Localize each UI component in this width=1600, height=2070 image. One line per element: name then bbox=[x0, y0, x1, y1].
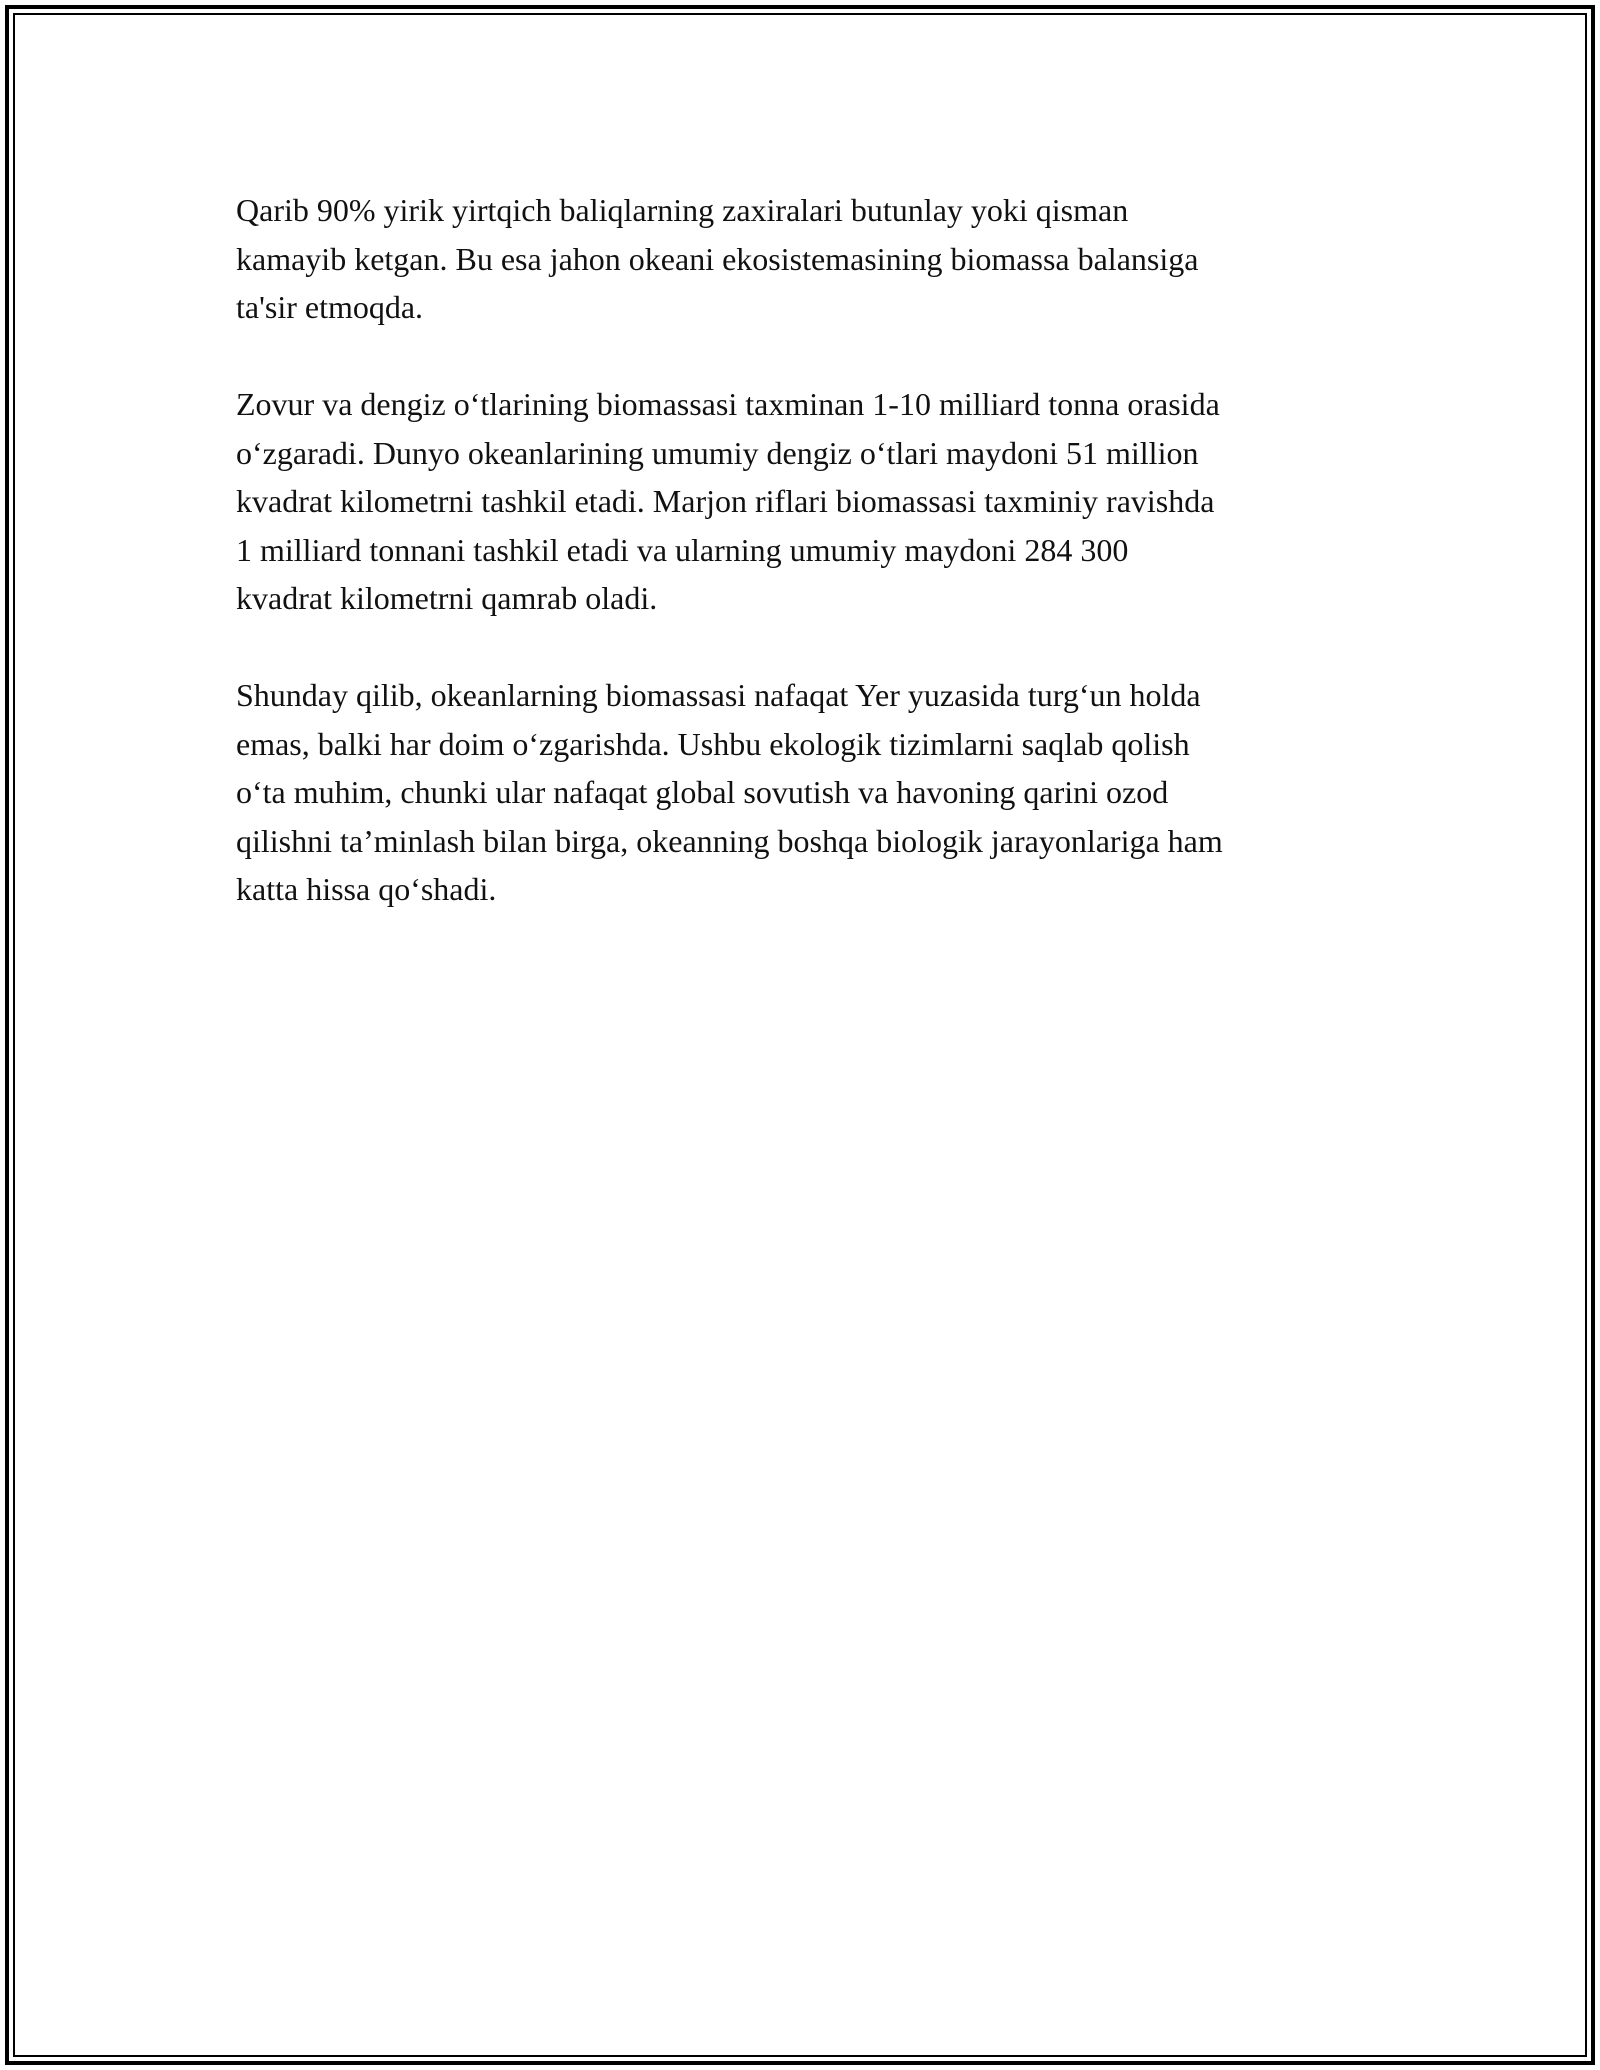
paragraph-conclusion: Shunday qilib, okeanlarning biomassasi nafaqat Yer yuzasida turg‘un holda emas, balki har doim o‘zgarishda. Ushbu ekologik tizimlarni saqlab qolish o‘ta muhim, chunki ular nafaqat global sovutish va havoning qarini ozod qilishni ta’minlash bilan birga, okeanning boshqa biologik jarayonlariga ham katta hissa qo‘shadi. bbox=[236, 677, 1223, 907]
paragraph-seagrass-coral: Zovur va dengiz o‘tlarining biomassasi taxminan 1-10 milliard tonna orasida o‘zgaradi. Dunyo okeanlarining umumiy dengiz o‘tlari maydoni 51 million kvadrat kilometrni tashkil etadi. Marjon riflari biomassasi taxminiy ravishda 1 milliard tonnani tashkil etadi va ularning umumiy maydoni 284 300 kvadrat kilometrni qamrab oladi. bbox=[236, 386, 1220, 616]
document-body bbox=[236, 186, 1386, 962]
paragraph-fish-stocks: Qarib 90% yirik yirtqich baliqlarning zaxiralari butunlay yoki qisman kamayib ketgan. Bu esa jahon okeani ekosistemasining biomassa balansiga ta'sir etmoqda. bbox=[236, 192, 1199, 325]
